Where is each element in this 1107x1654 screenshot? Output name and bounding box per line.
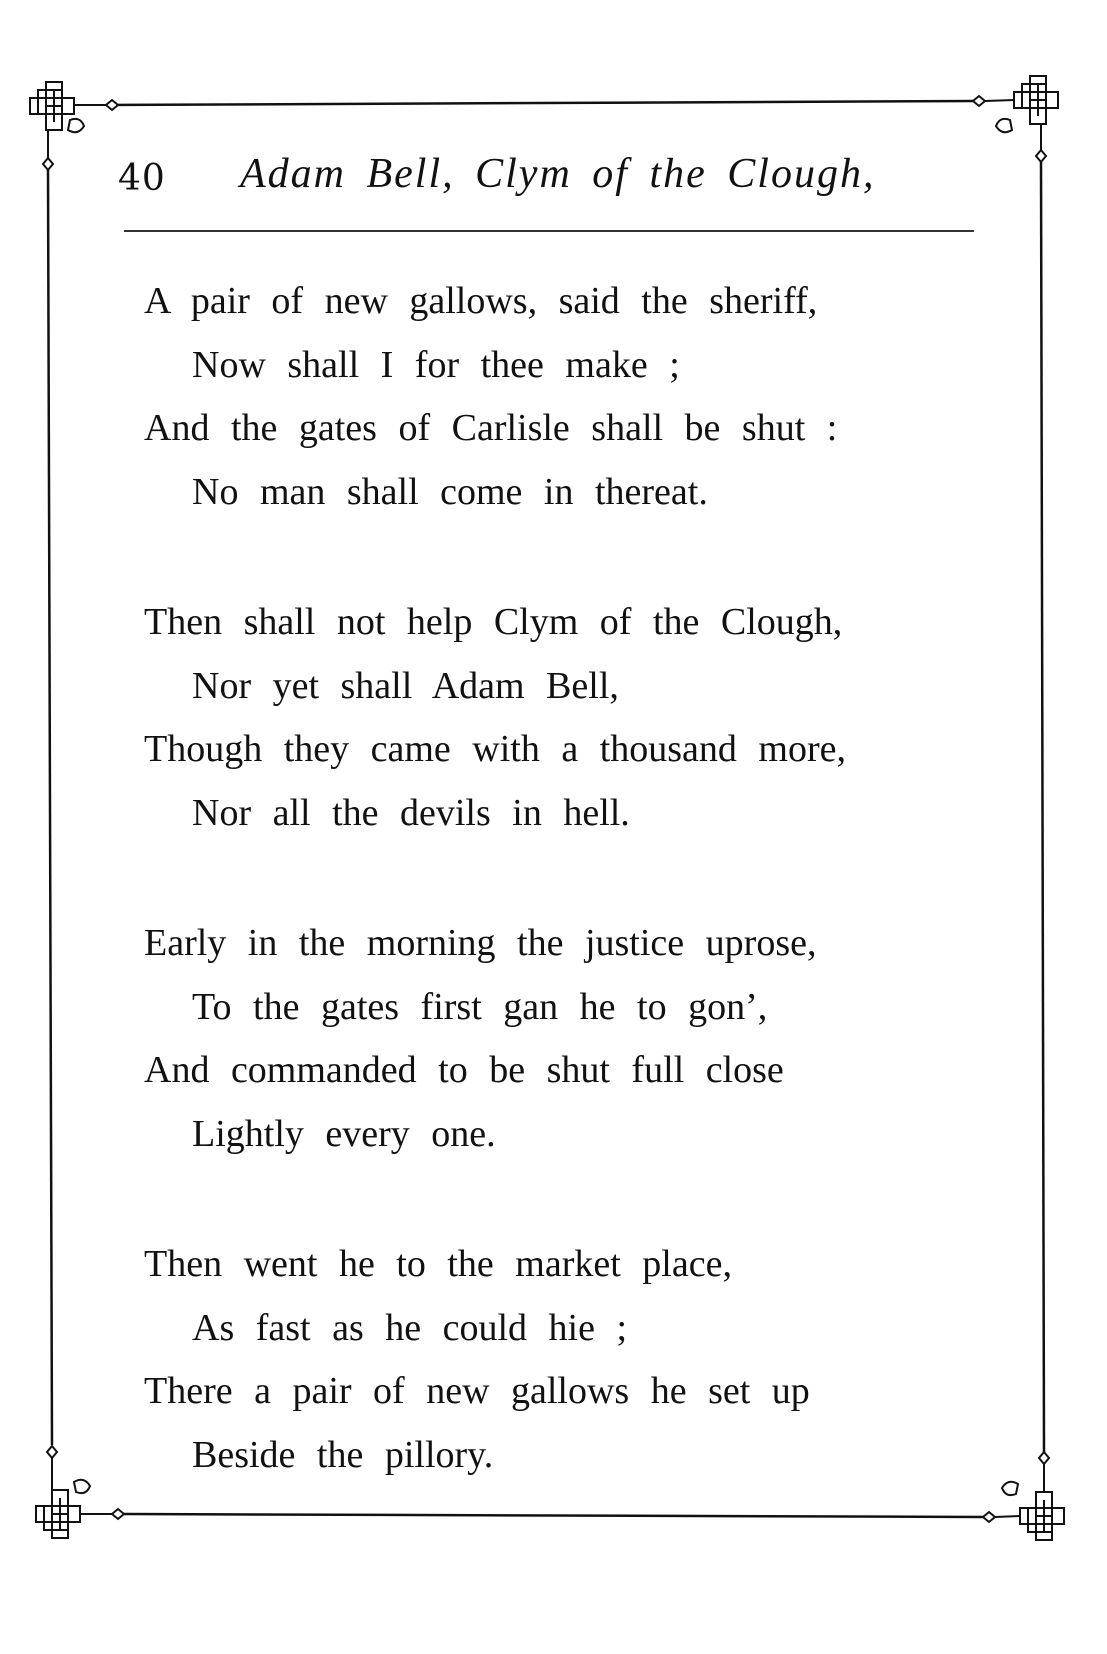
stanza-3-line-3: And commanded to be shut full close [144, 1049, 784, 1091]
corner-ornament-bottom-left [36, 1446, 124, 1538]
header-rule [124, 230, 974, 232]
stanza-1-line-1: A pair of new gallows, said the sheriff, [144, 280, 818, 322]
stanza-4 [144, 1233, 974, 1487]
stanza-4-line-1: Then went he to the market place, [144, 1243, 732, 1285]
stanza-3-line-2: To the gates first gan he to gon’, [192, 985, 768, 1028]
stanza-4-line-2: As fast as he could hie ; [192, 1306, 628, 1349]
stanza-2-line-2: Nor yet shall Adam Bell, [192, 664, 619, 707]
border-top-line [112, 101, 975, 105]
stanza-2-line-3: Though they came with a thousand more, [144, 728, 847, 770]
running-title: Adam Bell, Clym of the Clough, [240, 151, 876, 197]
stanza-3-line-1: Early in the morning the justice uprose, [144, 922, 817, 964]
stanza-1 [144, 270, 974, 524]
corner-ornament-top-right [973, 76, 1058, 162]
stanza-1-line-3: And the gates of Carlisle shall be shut : [144, 407, 838, 449]
stanza-2-line-4: Nor all the devils in hell. [192, 791, 630, 834]
stanza-3 [144, 912, 974, 1166]
stanza-3-line-4: Lightly every one. [192, 1112, 496, 1155]
border-right-line [1041, 160, 1044, 1452]
border-left-line [48, 170, 52, 1445]
page-number: 40 [118, 158, 166, 199]
stanza-4-line-4: Beside the pillory. [192, 1433, 494, 1476]
poem-body [144, 270, 974, 1554]
stanza-2 [144, 591, 974, 845]
stanza-1-line-4: No man shall come in thereat. [192, 470, 708, 513]
corner-ornament-top-left [30, 82, 118, 170]
stanza-2-line-1: Then shall not help Clym of the Clough, [144, 601, 843, 643]
corner-ornament-bottom-right [983, 1452, 1064, 1540]
stanza-1-line-2: Now shall I for thee make ; [192, 343, 680, 386]
stanza-4-line-3: There a pair of new gallows he set up [144, 1370, 810, 1412]
